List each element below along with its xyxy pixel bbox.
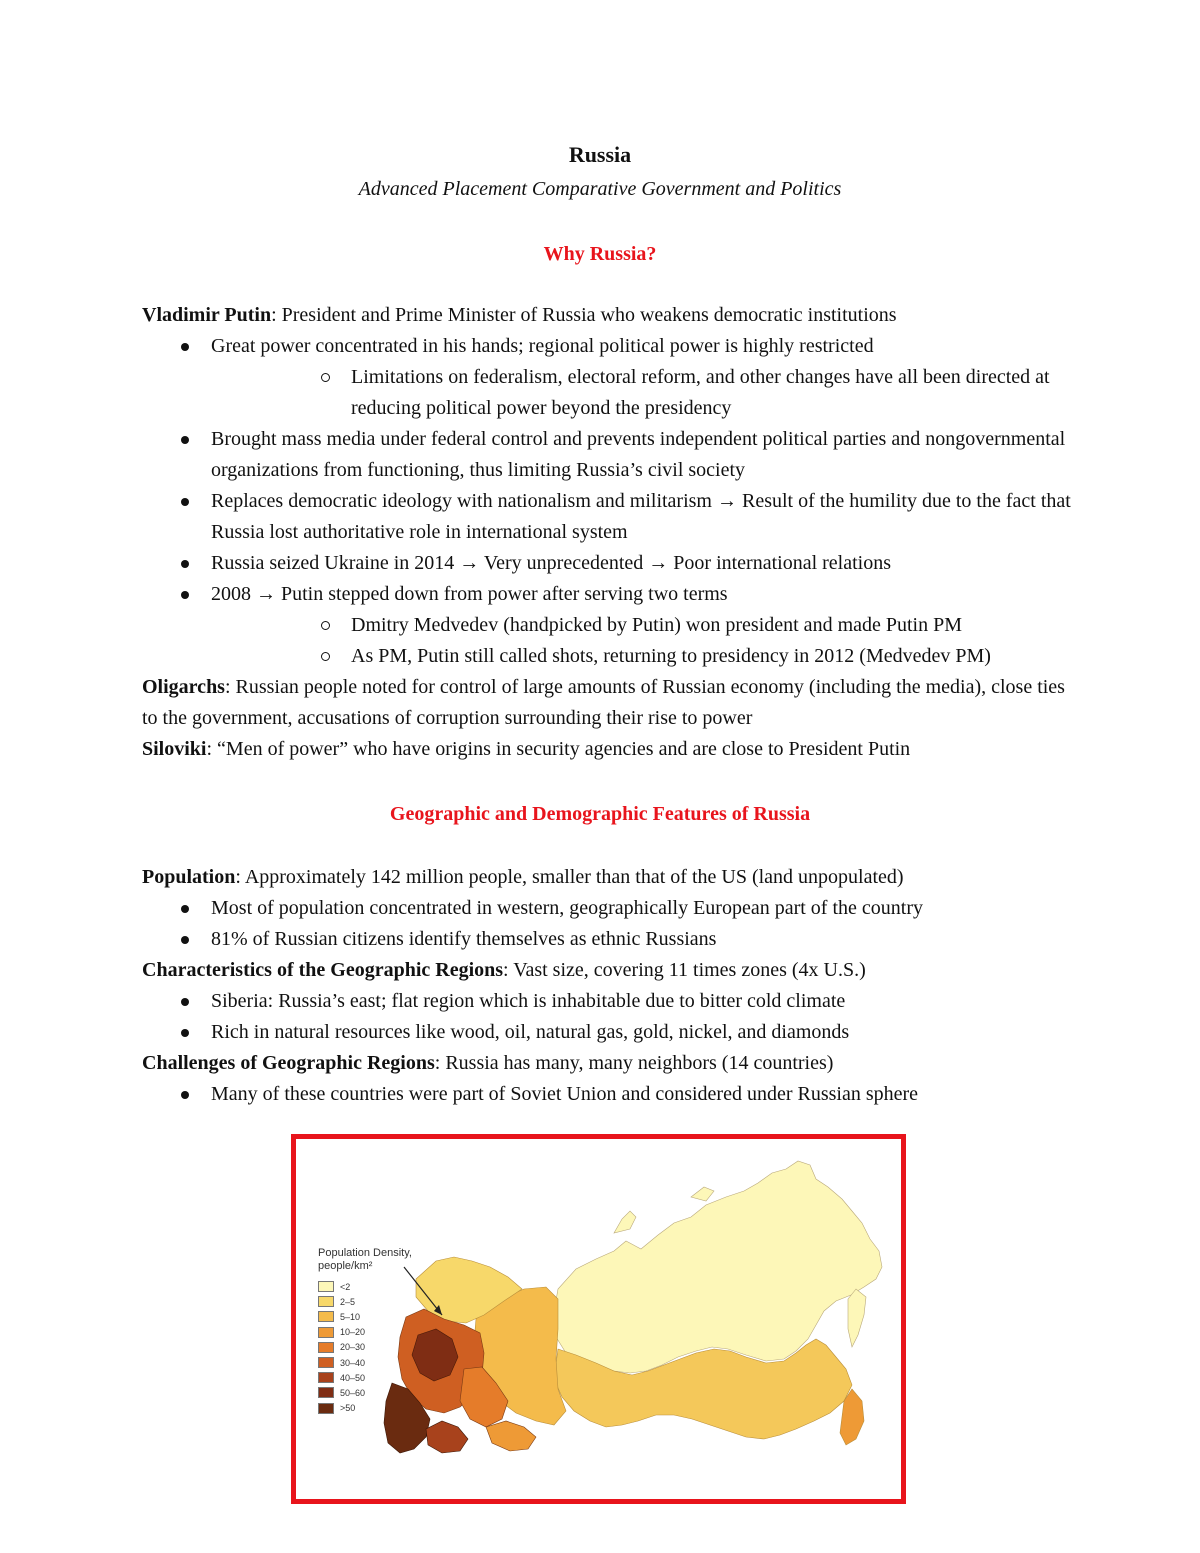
list-item bbox=[142, 1017, 1072, 1048]
document-subtitle: Advanced Placement Comparative Government and Politics bbox=[358, 178, 842, 200]
term-definition: : President and Prime Minister of Russia who weakens democratic institutions bbox=[271, 304, 897, 326]
legend-item bbox=[318, 1370, 365, 1385]
term-definition: : “Men of power” who have origins in security agencies and are close to President Putin bbox=[206, 738, 911, 760]
russia-population-density-map bbox=[296, 1139, 901, 1499]
characteristics-bullet-list bbox=[142, 986, 1072, 1048]
bullet-text: 81% of Russian citizens identify themselves as ethnic Russians bbox=[211, 928, 717, 950]
term-definition: : Approximately 142 million people, smaller than that of the US (land unpopulated) bbox=[235, 866, 904, 888]
list-item bbox=[142, 424, 1072, 486]
map-region-kamchatka bbox=[848, 1289, 866, 1347]
list-item bbox=[211, 610, 1072, 641]
list-item bbox=[211, 362, 1072, 424]
legend-label: 50–60 bbox=[340, 1387, 366, 1398]
term-label: Siloviki bbox=[142, 738, 207, 760]
bullet-text: Russia seized Ukraine in 2014 → Very unprecedented → Poor international relations bbox=[211, 552, 892, 574]
legend-item bbox=[318, 1401, 365, 1416]
legend-title-line-1: Population Density, bbox=[318, 1247, 412, 1259]
document-title: Russia bbox=[568, 142, 632, 167]
section-heading-geography: Geographic and Demographic Features of Russia bbox=[389, 803, 811, 825]
legend-swatch bbox=[318, 1372, 334, 1383]
list-item bbox=[142, 893, 1072, 924]
bullet-text: 2008 → Putin stepped down from power after serving two terms bbox=[211, 583, 728, 605]
term-definition: : Vast size, covering 11 times zones (4x U.S.) bbox=[503, 959, 866, 981]
bullet-text: Rich in natural resources like wood, oil, natural gas, gold, nickel, and diamonds bbox=[211, 1021, 850, 1043]
term-characteristics bbox=[142, 955, 1072, 986]
term-challenges bbox=[142, 1048, 1072, 1079]
term-definition: : Russian people noted for control of large amounts of Russian economy (including the media), close ties to the government, accusations of corruption surrounding their rise to power bbox=[142, 676, 1065, 729]
term-label: Characteristics of the Geographic Regions bbox=[142, 959, 504, 981]
bullet-text: Most of population concentrated in western, geographically European part of the country bbox=[211, 897, 923, 919]
legend-swatch bbox=[318, 1387, 334, 1398]
term-population bbox=[142, 862, 1072, 893]
legend-item bbox=[318, 1325, 365, 1340]
bullet-text: Great power concentrated in his hands; regional political power is highly restricted bbox=[211, 335, 874, 357]
map-region-southern-strip bbox=[486, 1421, 536, 1451]
bullet-text: Brought mass media under federal control and prevents independent political parties and nongovernmental organizations from functioning, thus limiting Russia’s civil society bbox=[211, 428, 1066, 481]
legend-label: 10–20 bbox=[340, 1327, 366, 1338]
list-item bbox=[142, 1079, 1072, 1110]
legend-swatch bbox=[318, 1327, 334, 1338]
legend-item bbox=[318, 1385, 365, 1400]
challenges-bullet-list bbox=[142, 1079, 1072, 1110]
list-item bbox=[142, 486, 1072, 548]
legend-label: 2–5 bbox=[340, 1296, 356, 1307]
legend-item bbox=[318, 1279, 365, 1294]
term-siloviki bbox=[142, 734, 1072, 765]
legend-title bbox=[318, 1247, 412, 1273]
legend-swatch bbox=[318, 1296, 334, 1307]
legend-swatch bbox=[318, 1311, 334, 1322]
putin-bullet-list bbox=[142, 331, 1072, 672]
section-heading-why-russia: Why Russia? bbox=[543, 243, 657, 265]
section-why-russia-body bbox=[142, 300, 1072, 765]
legend-item bbox=[318, 1355, 365, 1370]
term-label: Vladimir Putin bbox=[142, 304, 272, 326]
sub-bullet-text: Dmitry Medvedev (handpicked by Putin) won president and made Putin PM bbox=[351, 614, 963, 636]
legend-label: 20–30 bbox=[340, 1342, 366, 1353]
term-definition: : Russia has many, many neighbors (14 countries) bbox=[434, 1052, 834, 1074]
legend-label: >50 bbox=[340, 1403, 356, 1414]
map-region-caucasus bbox=[426, 1421, 468, 1453]
sub-bullet-list bbox=[211, 610, 1072, 672]
term-label: Challenges of Geographic Regions bbox=[142, 1052, 435, 1074]
sub-bullet-text: Limitations on federalism, electoral reform, and other changes have all been directed at reducing political power beyond the presidency bbox=[351, 366, 1050, 419]
list-item bbox=[211, 641, 1072, 672]
sub-bullet-list bbox=[211, 362, 1072, 424]
map-region-arctic-islands bbox=[691, 1187, 714, 1201]
term-oligarchs bbox=[142, 672, 1072, 734]
legend-swatch bbox=[318, 1281, 334, 1292]
legend-title-line-2: people/km² bbox=[318, 1260, 373, 1272]
map-region-arctic-islands bbox=[614, 1211, 636, 1233]
list-item bbox=[142, 924, 1072, 955]
map-legend bbox=[318, 1279, 365, 1416]
list-item bbox=[142, 331, 1072, 424]
legend-swatch bbox=[318, 1357, 334, 1368]
population-density-map-frame bbox=[291, 1134, 906, 1504]
legend-label: 40–50 bbox=[340, 1372, 366, 1383]
term-putin bbox=[142, 300, 1072, 331]
legend-label: 30–40 bbox=[340, 1357, 366, 1368]
section-geography-body bbox=[142, 862, 1072, 1110]
legend-swatch bbox=[318, 1342, 334, 1353]
legend-item bbox=[318, 1340, 365, 1355]
legend-label: 5–10 bbox=[340, 1311, 361, 1322]
population-bullet-list bbox=[142, 893, 1072, 955]
legend-swatch bbox=[318, 1403, 334, 1414]
bullet-text: Siberia: Russia’s east; flat region which is inhabitable due to bitter cold climate bbox=[211, 990, 846, 1012]
legend-label: <2 bbox=[340, 1281, 351, 1292]
list-item bbox=[142, 579, 1072, 672]
bullet-text: Many of these countries were part of Soviet Union and considered under Russian sphere bbox=[211, 1083, 919, 1105]
sub-bullet-text: As PM, Putin still called shots, returning to presidency in 2012 (Medvedev PM) bbox=[351, 645, 991, 667]
list-item bbox=[142, 548, 1072, 579]
legend-item bbox=[318, 1309, 365, 1324]
map-region-siberia bbox=[551, 1161, 882, 1373]
bullet-text: Replaces democratic ideology with nationalism and militarism → Result of the humility due to the fact that Russia lost authoritative role in international system bbox=[211, 490, 1071, 543]
list-item bbox=[142, 986, 1072, 1017]
legend-item bbox=[318, 1294, 365, 1309]
term-label: Oligarchs bbox=[142, 676, 225, 698]
term-label: Population bbox=[142, 866, 236, 888]
